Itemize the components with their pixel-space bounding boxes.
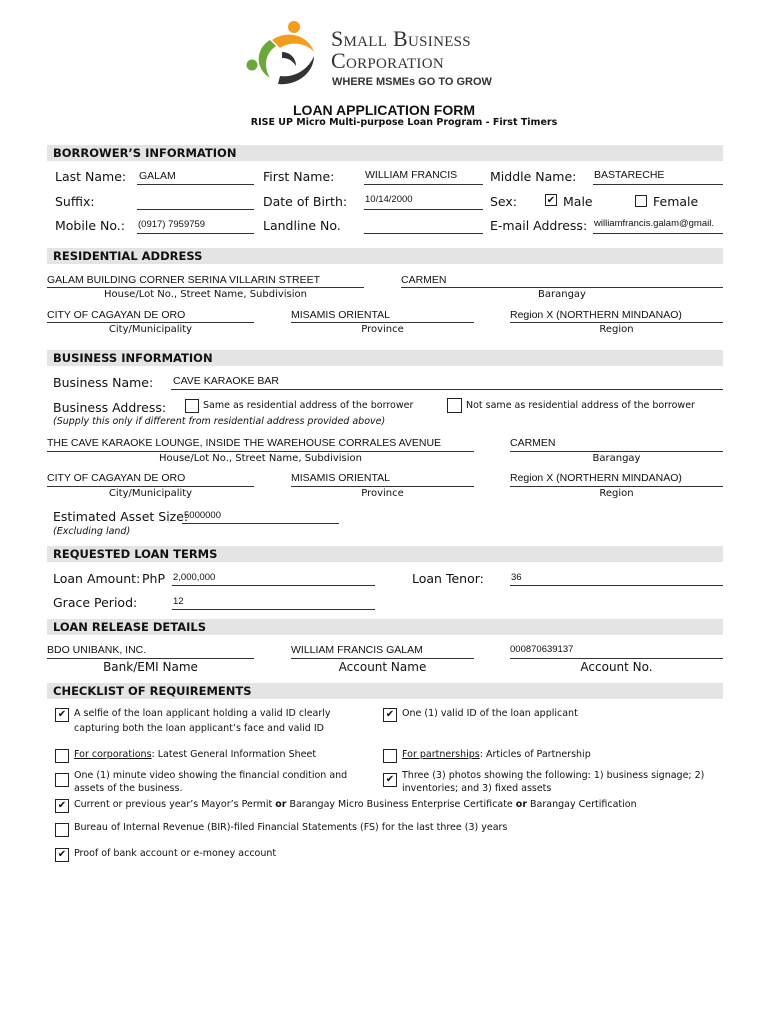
dob-field[interactable]: 10/14/2000 bbox=[365, 194, 413, 205]
grace-line bbox=[172, 609, 375, 610]
req-photos: Three (3) photos showing the following: 1) business signage; 2) inventories; and 3) fixed assets bbox=[402, 770, 705, 794]
male-checkbox[interactable]: ✔ bbox=[546, 195, 556, 206]
middle-name-field[interactable]: BASTARECHE bbox=[594, 169, 665, 181]
grace-field[interactable]: 12 bbox=[173, 596, 184, 607]
mobile-label: Mobile No.: bbox=[55, 218, 125, 233]
req-corporations bbox=[74, 747, 374, 762]
middle-name-label: Middle Name: bbox=[490, 169, 577, 184]
req-checkbox-selfie[interactable]: ✔ bbox=[55, 708, 69, 722]
asset-note: (Excluding land) bbox=[53, 526, 131, 537]
business-name-field[interactable]: CAVE KARAOKE BAR bbox=[173, 375, 280, 387]
email-field[interactable]: williamfrancis.galam@gmail. bbox=[594, 218, 714, 229]
mobile-field[interactable]: (0917) 7959759 bbox=[138, 219, 206, 230]
first-name-field[interactable]: WILLIAM FRANCIS bbox=[365, 169, 458, 181]
res-barangay-line bbox=[401, 287, 723, 288]
org-name-line2: Corporation bbox=[331, 48, 444, 73]
bus-street-field[interactable]: THE CAVE KARAOKE LOUNGE, INSIDE THE WAREHOUSE CORRALES AVENUE bbox=[47, 437, 442, 449]
form-subtitle: RISE UP Micro Multi-purpose Loan Program - First Timers bbox=[250, 117, 558, 128]
last-name-field[interactable]: GALAM bbox=[139, 170, 176, 182]
req-checkbox-corporations[interactable] bbox=[55, 749, 69, 763]
section-title: LOAN RELEASE DETAILS bbox=[53, 620, 206, 634]
req-partnerships bbox=[402, 747, 702, 762]
business-name-line bbox=[171, 389, 723, 390]
req-checkbox-bir[interactable] bbox=[55, 823, 69, 837]
section-borrower bbox=[47, 145, 723, 161]
res-province-field[interactable]: MISAMIS ORIENTAL bbox=[291, 309, 390, 321]
form-title: LOAN APPLICATION FORM bbox=[293, 102, 475, 118]
res-street-caption: House/Lot No., Street Name, Subdivision bbox=[103, 289, 307, 300]
req-permit-text-b: Barangay Micro Business Enterprise Certificate bbox=[286, 799, 516, 810]
account-no-line bbox=[510, 658, 723, 659]
asset-label: Estimated Asset Size: bbox=[53, 509, 189, 524]
sex-label: Sex: bbox=[490, 194, 518, 209]
req-permit-or-2: or bbox=[515, 799, 528, 810]
same-address-checkbox[interactable] bbox=[185, 399, 199, 413]
currency-label: PhP bbox=[142, 571, 165, 586]
res-province-caption: Province bbox=[361, 324, 404, 335]
dob-line bbox=[364, 209, 483, 210]
landline-label: Landline No. bbox=[263, 218, 341, 233]
bus-city-field[interactable]: CITY OF CAGAYAN DE ORO bbox=[47, 472, 186, 484]
not-same-address-label: Not same as residential address of the borrower bbox=[466, 400, 695, 411]
req-bir: Bureau of Internal Revenue (BIR)-filed Financial Statements (FS) for the last three (3) years bbox=[74, 822, 508, 833]
section-residential bbox=[47, 248, 723, 264]
loan-amount-field[interactable]: 2,000,000 bbox=[173, 572, 216, 583]
section-release bbox=[47, 619, 723, 635]
req-checkbox-partnerships[interactable] bbox=[383, 749, 397, 763]
suffix-label: Suffix: bbox=[55, 194, 95, 209]
req-permit bbox=[74, 797, 637, 812]
section-title: BUSINESS INFORMATION bbox=[53, 351, 213, 365]
bus-barangay-caption: Barangay bbox=[592, 453, 641, 464]
res-region-caption: Region bbox=[599, 324, 634, 335]
female-label: Female bbox=[653, 194, 699, 209]
req-video: One (1) minute video showing the financial condition and assets of the business. bbox=[74, 770, 348, 794]
res-region-field[interactable]: Region X (NORTHERN MINDANAO) bbox=[510, 309, 682, 321]
req-checkbox-permit[interactable]: ✔ bbox=[55, 799, 69, 813]
req-partnerships-prefix: For partnerships bbox=[402, 749, 480, 760]
asset-line bbox=[182, 523, 339, 524]
loan-amount-line bbox=[172, 585, 375, 586]
res-street-field[interactable]: GALAM BUILDING CORNER SERINA VILLARIN STREET bbox=[47, 274, 321, 286]
req-checkbox-valid-id[interactable]: ✔ bbox=[383, 708, 397, 722]
bus-barangay-line bbox=[510, 451, 723, 452]
bus-city-caption: City/Municipality bbox=[108, 488, 193, 499]
account-name-caption: Account Name bbox=[338, 660, 427, 674]
section-title: REQUESTED LOAN TERMS bbox=[53, 547, 218, 561]
res-barangay-caption: Barangay bbox=[538, 289, 586, 300]
first-name-label: First Name: bbox=[263, 169, 335, 184]
first-name-line bbox=[364, 184, 483, 185]
asset-field[interactable]: 5000000 bbox=[184, 510, 221, 521]
req-checkbox-photos[interactable]: ✔ bbox=[383, 773, 397, 787]
req-checkbox-bank-proof[interactable]: ✔ bbox=[55, 848, 69, 862]
not-same-address-checkbox[interactable] bbox=[447, 398, 462, 413]
res-city-line bbox=[47, 322, 254, 323]
business-address-label: Business Address: bbox=[53, 400, 167, 415]
org-name-line1: Small Business bbox=[331, 26, 471, 51]
bus-city-line bbox=[47, 486, 254, 487]
req-bank-proof: Proof of bank account or e-money account bbox=[74, 848, 277, 859]
same-address-label: Same as residential address of the borrower bbox=[203, 400, 414, 411]
bus-street-line bbox=[47, 451, 474, 452]
last-name-line bbox=[137, 184, 254, 185]
middle-name-line bbox=[593, 184, 723, 185]
suffix-line bbox=[137, 209, 254, 210]
email-label: E-mail Address: bbox=[490, 218, 588, 233]
account-name-line bbox=[291, 658, 474, 659]
account-no-field[interactable]: 000870639137 bbox=[510, 644, 574, 655]
req-permit-text-a: Current or previous year’s Mayor’s Permit bbox=[74, 799, 276, 810]
org-logo bbox=[242, 18, 322, 90]
landline-line bbox=[364, 233, 483, 234]
bus-province-line bbox=[291, 486, 474, 487]
business-name-label: Business Name: bbox=[53, 375, 154, 390]
res-street-line bbox=[47, 287, 364, 288]
bus-province-field[interactable]: MISAMIS ORIENTAL bbox=[291, 472, 390, 484]
req-checkbox-video[interactable] bbox=[55, 773, 69, 787]
section-loan-terms bbox=[47, 546, 723, 562]
bus-province-caption: Province bbox=[361, 488, 404, 499]
business-address-note: (Supply this only if different from residential address provided above) bbox=[53, 416, 386, 427]
bank-field[interactable]: BDO UNIBANK, INC. bbox=[47, 644, 147, 656]
email-line bbox=[593, 233, 723, 234]
male-label: Male bbox=[563, 194, 593, 209]
account-name-field[interactable]: WILLIAM FRANCIS GALAM bbox=[291, 644, 423, 656]
loan-amount-label: Loan Amount: bbox=[53, 571, 141, 586]
section-title: BORROWER’S INFORMATION bbox=[53, 146, 237, 160]
req-corporations-text: : Latest General Information Sheet bbox=[151, 749, 317, 760]
loan-tenor-label: Loan Tenor: bbox=[412, 571, 484, 586]
req-permit-text-c: Barangay Certification bbox=[527, 799, 637, 810]
res-city-caption: City/Municipality bbox=[108, 324, 193, 335]
req-selfie: A selfie of the loan applicant holding a valid ID clearly capturing both the loan applicant’s face and valid ID bbox=[74, 708, 331, 734]
female-checkbox[interactable] bbox=[635, 195, 647, 207]
bus-region-field[interactable]: Region X (NORTHERN MINDANAO) bbox=[510, 472, 682, 484]
bus-street-caption: House/Lot No., Street Name, Subdivision bbox=[158, 453, 362, 464]
bus-region-line bbox=[510, 486, 723, 487]
last-name-label: Last Name: bbox=[55, 169, 127, 184]
bus-region-caption: Region bbox=[599, 488, 634, 499]
req-partnerships-text: : Articles of Partnership bbox=[479, 749, 591, 760]
account-no-caption: Account No. bbox=[580, 660, 653, 674]
loan-tenor-field[interactable]: 36 bbox=[511, 572, 522, 583]
loan-tenor-line bbox=[510, 585, 723, 586]
org-tagline: WHERE MSMEs GO TO GROW bbox=[332, 76, 492, 88]
section-title: RESIDENTIAL ADDRESS bbox=[53, 249, 203, 263]
res-region-line bbox=[510, 322, 723, 323]
res-city-field[interactable]: CITY OF CAGAYAN DE ORO bbox=[47, 309, 186, 321]
mobile-line bbox=[137, 233, 254, 234]
dob-label: Date of Birth: bbox=[263, 194, 348, 209]
req-permit-or-1: or bbox=[275, 799, 287, 810]
res-province-line bbox=[291, 322, 474, 323]
section-title: CHECKLIST OF REQUIREMENTS bbox=[53, 684, 252, 698]
req-valid-id: One (1) valid ID of the loan applicant bbox=[402, 708, 578, 719]
bank-line bbox=[47, 658, 254, 659]
req-corporations-prefix: For corporations bbox=[74, 749, 152, 760]
section-business bbox=[47, 350, 723, 366]
section-checklist bbox=[47, 683, 723, 699]
bank-caption: Bank/EMI Name bbox=[103, 660, 198, 674]
bus-barangay-field[interactable]: CARMEN bbox=[510, 437, 556, 449]
grace-label: Grace Period: bbox=[53, 595, 138, 610]
res-barangay-field[interactable]: CARMEN bbox=[401, 274, 447, 286]
